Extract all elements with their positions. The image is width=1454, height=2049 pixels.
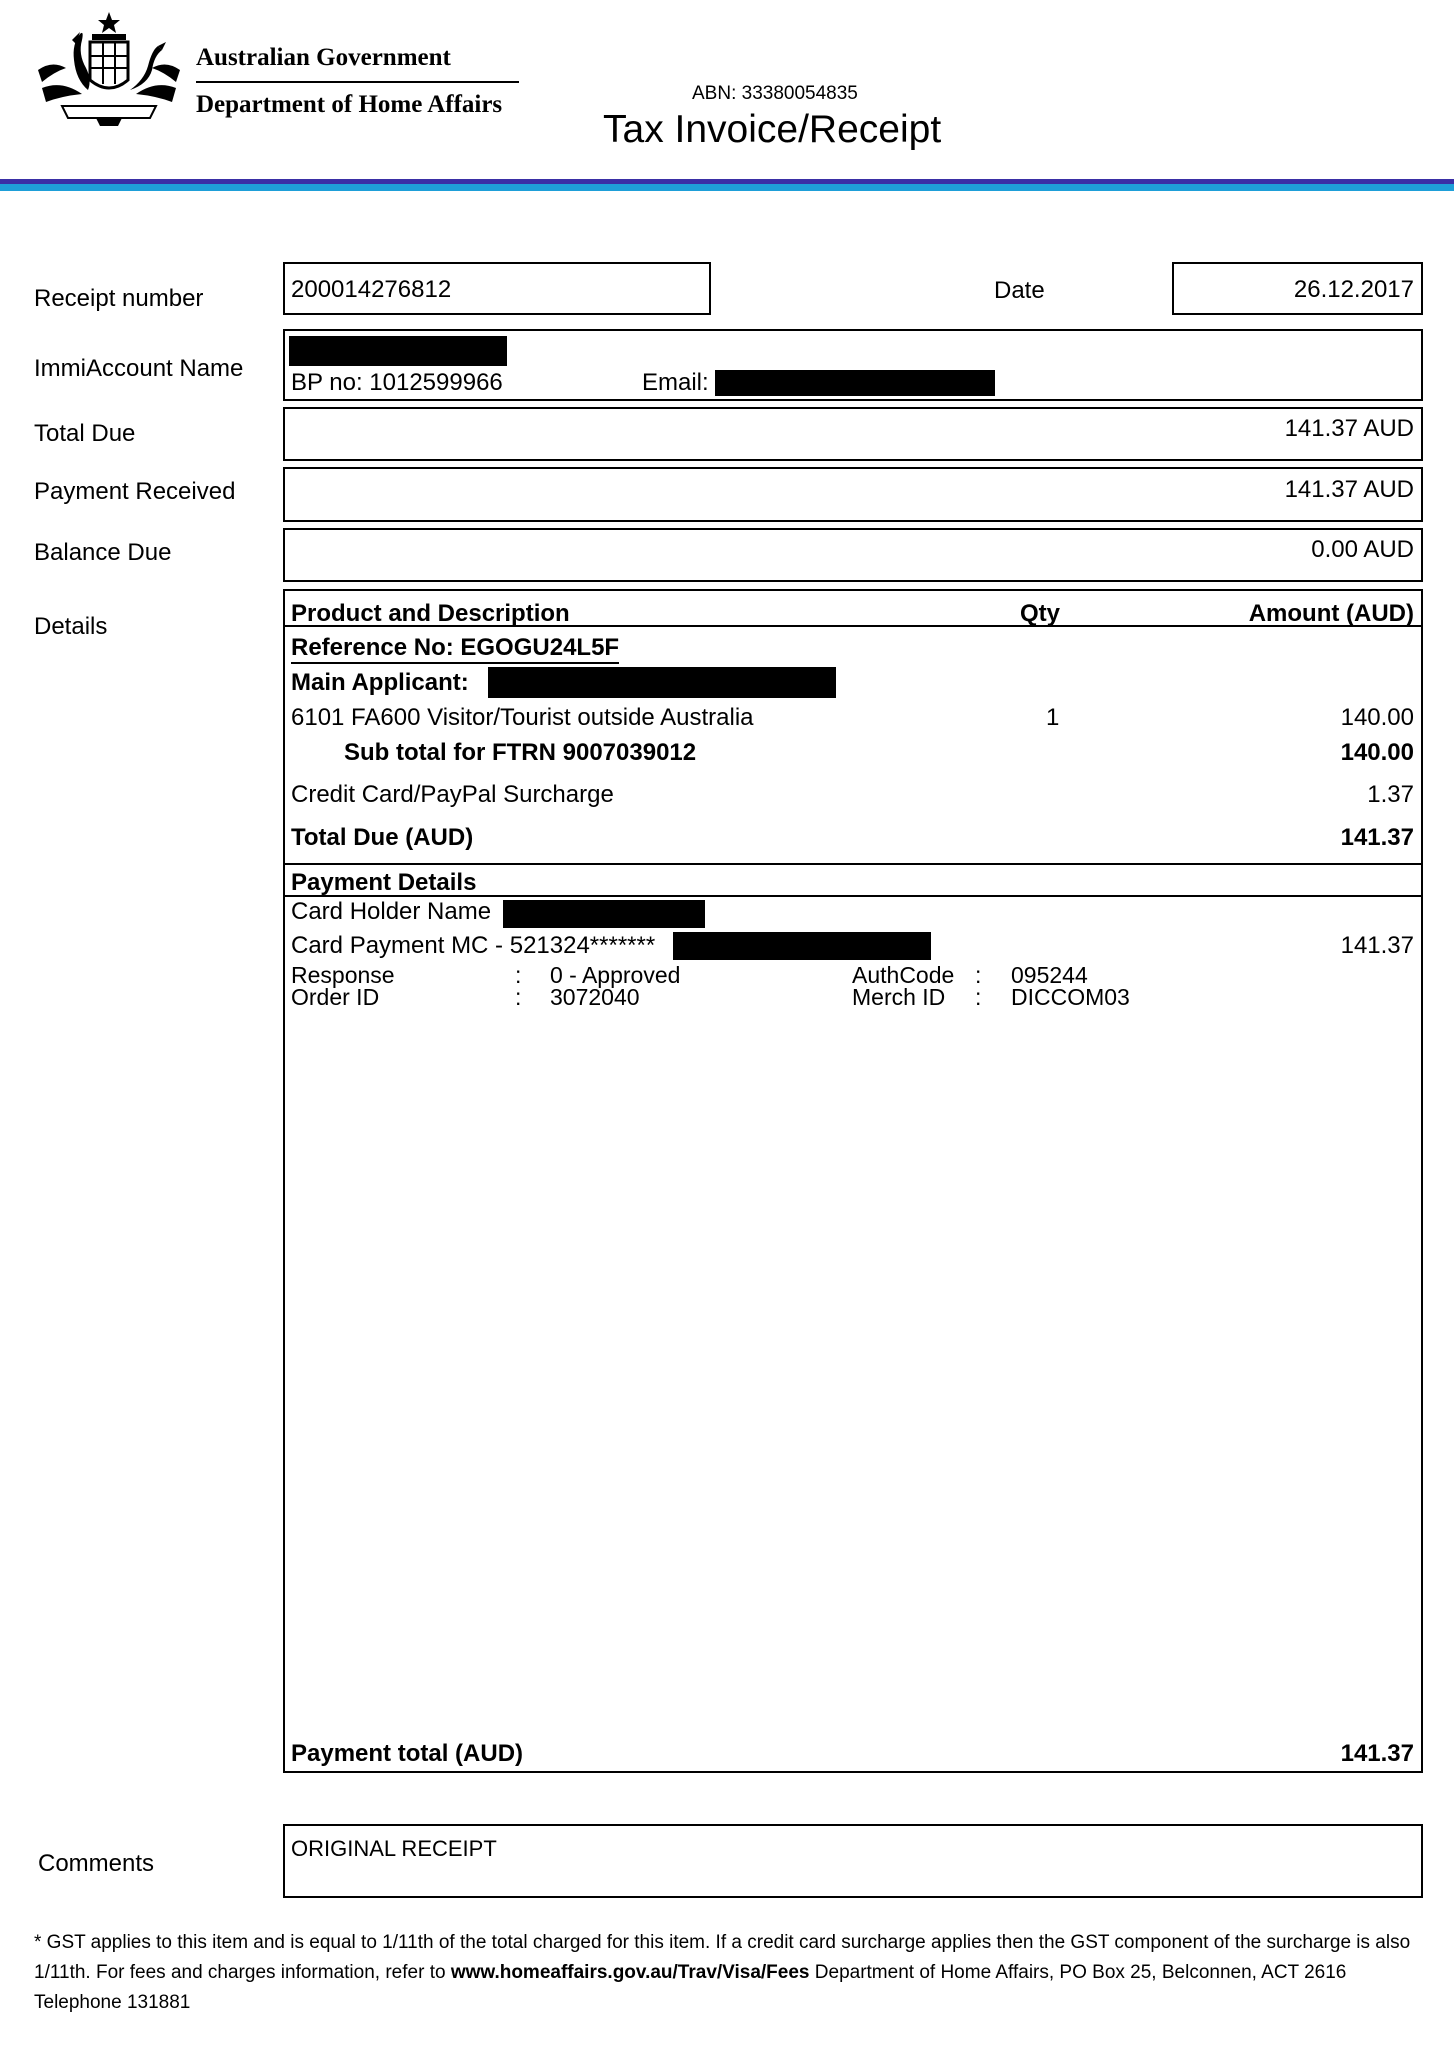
item-amount: 140.00 [1340,704,1414,731]
card-payment-amount: 141.37 [1340,932,1414,959]
subtotal-label: Sub total for FTRN 9007039012 [344,739,697,766]
header-stripe-bottom [0,184,1454,191]
comments-value: ORIGINAL RECEIPT [291,1836,497,1861]
details-label: Details [34,613,108,640]
bp-number: BP no: 1012599966 [291,369,503,396]
details-total-due-value: 141.37 [1340,824,1414,851]
redacted-card-number [673,932,931,960]
date-box [1172,262,1423,315]
logo-divider [196,81,519,83]
department-name: Department of Home Affairs [196,91,503,118]
receipt-number-box [283,262,711,315]
surcharge-value: 1.37 [1367,781,1414,808]
col-amount-header: Amount (AUD) [1248,600,1414,627]
order-id-label: Order ID [291,984,380,1010]
immiaccount-name-label: ImmiAccount Name [34,355,244,382]
total-due-label: Total Due [34,420,136,447]
merch-id-value: DICCOM03 [1011,984,1130,1010]
payment-total-label: Payment total (AUD) [291,1740,524,1767]
redacted-account-name [289,336,507,366]
payment-section-divider-top [285,863,1421,865]
date-value: 26.12.2017 [1293,276,1414,303]
response-colon: : [515,962,522,988]
footnote-text-1: * GST applies to this item and is equal to 1/11th of the total charged for this item. If a credit card surcharge applies then the GST component of the surcharge is also 1/11th. For fees and charges information, refer to [34,1932,1411,1983]
receipt-number-label: Receipt number [34,285,204,312]
header-divider [285,625,1421,627]
main-applicant-label: Main Applicant: [291,669,469,696]
merch-id-colon: : [975,984,982,1010]
immiaccount-box [283,329,1423,401]
government-name: Australian Government [196,44,451,71]
comments-box [283,1824,1423,1898]
page-title: Tax Invoice/Receipt [603,108,942,151]
balance-due-box [283,528,1423,582]
receipt-number-value: 200014276812 [291,276,452,303]
item-description: 6101 FA600 Visitor/Tourist outside Australia [291,704,754,731]
payment-details-heading: Payment Details [291,869,477,896]
authcode-colon: : [975,962,982,988]
card-holder-label: Card Holder Name [291,898,492,925]
total-due-box [283,407,1423,461]
redacted-applicant-name [488,667,836,698]
authcode-value: 095244 [1011,962,1088,988]
payment-total-value: 141.37 [1340,1740,1414,1767]
card-payment: Card Payment MC - 521324******* [291,932,656,959]
footnote-text-2: Department of Home Affairs, PO Box 25, Belconnen, ACT 2616 Telephone 131881 [34,1962,1347,2013]
details-box [283,589,1423,1773]
redacted-email [715,370,995,396]
subtotal-value: 140.00 [1340,739,1414,766]
col-qty-header: Qty [1020,600,1061,627]
payment-received-label: Payment Received [34,478,236,505]
merch-id-label: Merch ID [852,984,946,1010]
col-product-header: Product and Description [291,600,570,627]
balance-due-label: Balance Due [34,539,172,566]
total-due-value: 141.37 AUD [1284,415,1414,442]
coat-of-arms-logo [32,10,186,128]
order-id-colon: : [515,984,522,1010]
redacted-card-holder [503,900,705,928]
details-total-due-label: Total Due (AUD) [291,824,474,851]
gst-footnote [34,1928,1429,2018]
fees-link[interactable]: www.homeaffairs.gov.au/Trav/Visa/Fees [450,1962,810,1983]
surcharge-label: Credit Card/PayPal Surcharge [291,781,614,808]
order-id-value: 3072040 [550,984,640,1010]
comments-label: Comments [38,1850,155,1877]
reference-number: Reference No: EGOGU24L5F [291,634,619,664]
response-label: Response [291,962,395,988]
payment-section-divider-bottom [285,895,1421,897]
authcode-label: AuthCode [852,962,955,988]
response-value: 0 - Approved [550,962,681,988]
email-label: Email: [642,369,709,396]
coat-of-arms-icon [32,10,186,128]
item-qty: 1 [1046,704,1060,731]
balance-due-value: 0.00 AUD [1311,536,1414,563]
abn-number: ABN: 33380054835 [692,83,858,104]
payment-received-box [283,467,1423,522]
payment-received-value: 141.37 AUD [1284,476,1414,503]
date-label: Date [994,277,1045,304]
